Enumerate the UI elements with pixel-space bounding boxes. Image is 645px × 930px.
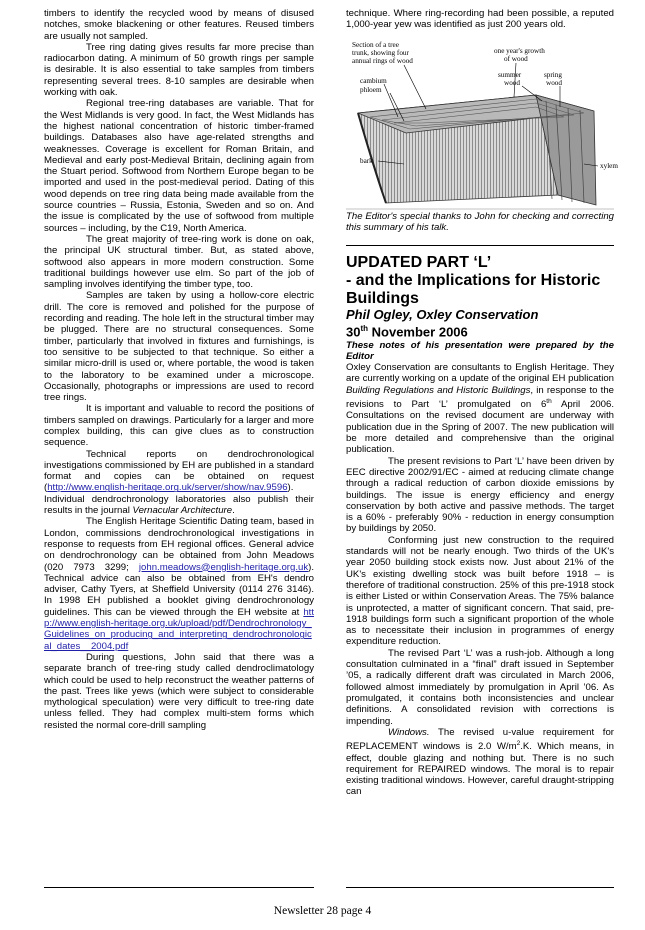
- paragraph: [346, 727, 614, 798]
- paragraph: It is important and valuable to record the positions of timbers sampled on drawings. Particularly for a larger and more complex building, this can give clues as to construction sequence.: [44, 403, 314, 449]
- paragraph: Tree ring dating gives results far more precise than radiocarbon dating. A minimum of 50 growth rings per sample is desirable. It is also essential to take samples from timbers representing several trees. 8-10 samples are desirable when working with oak.: [44, 41, 314, 99]
- paragraph: Samples are taken by using a hollow-core electric drill. The core is removed and polished for the purpose of recording and reading. The hole left in the structural timber may be plugged. There are no structural consequences. Some timber, particularly that involved in fixtures and furnishings, is too sensitive to be subjected to that technique. So either a similar micro-drill is used or, where portable, the wood is taken to the laboratory to be examined under a microscope. Occasionally, photographs or impressions are used to record tree rings.: [44, 290, 314, 404]
- diagram-label-xylem: xylem: [600, 161, 618, 170]
- text: April 2006. Consultations on the revised document are underway with publication due in the Spring of 2007. The new publication will be more detailed and comprehensive than the original publication.: [346, 399, 614, 456]
- diagram-label-spring: spring wood: [544, 70, 562, 87]
- eh-reports-link[interactable]: http://www.english-heritage.org.uk/server/show/nav.9596: [47, 482, 288, 494]
- guidelines-pdf-link[interactable]: http://www.english-heritage.org.uk/upload/pdf/Dendrochronology_Guidelines_on_producing_and_interpreting_dendrochronological_dates__2004.pdf: [44, 606, 314, 652]
- paragraph: The present revisions to Part ‘L’ have been driven by EEC directive 2002/91/EC - aimed at reducing climate change through a radical reduction of carbon dioxide emissions by buildings. The issue is energy efficiency and energy conservation by both active and passive methods. The target is a 60% - preferably 90% - reduction in energy consumption by buildings by 2050.: [346, 455, 614, 535]
- text: ). Technical advice can also be obtained from EH's dendro adviser, Cathy Tyers, at Sheffield University (0114 276 3146). In 1998 EH published a booklet giving dendrochronology guidelines. This can be viewed through the EH website at: [44, 561, 314, 618]
- text: th: [360, 324, 369, 334]
- text: .K. Which means, in effect, double glazing and nothing but. There is no such requirement for REPAIRED windows. The moral is to repair existing traditional windows. However, careful draught-stripping can: [346, 741, 614, 798]
- trunk-section-illustration: [346, 95, 614, 209]
- article-date: [346, 322, 614, 339]
- diagram-label-summer: summer wood: [498, 70, 522, 87]
- paragraph: [346, 362, 614, 456]
- text: 2: [516, 740, 521, 748]
- journal-title: Vernacular Architecture: [132, 505, 233, 517]
- right-column-end-rule: [346, 887, 614, 888]
- left-column-end-rule: [44, 887, 314, 888]
- diagram-label-bark: bark: [360, 156, 373, 165]
- publication-title: Building Regulations and Historic Buildings: [346, 384, 531, 396]
- diagram-label-phloem: phloem: [360, 85, 382, 94]
- article-byline: Phil Ogley, Oxley Conservation: [346, 307, 539, 323]
- paragraph: The revised Part ‘L’ was a rush-job. Although a long consultation culminated in a “final” draft issued in September ’05, a radically different draft was circulated in March 2006, followed almost immediately by promulgation in April ’06. As promulgated, it contains both inconsistencies and unclear definitions. A consolidated revision with corrections is impending.: [346, 647, 614, 727]
- diagram-label-cambium: cambium: [360, 76, 387, 85]
- paragraph: [44, 516, 314, 652]
- article-subtitle: - and the Implications for Historic Buildings: [346, 272, 601, 308]
- left-column: [44, 8, 314, 731]
- text: 30: [346, 324, 361, 340]
- paragraph: [44, 449, 314, 517]
- text: .: [232, 505, 235, 517]
- text: ). Individual dendrochronology laboratories also publish their results in the journal: [44, 482, 314, 517]
- figure-caption: The Editor's special thanks to John for checking and correcting this summary of his talk.: [346, 210, 614, 233]
- editor-note: These notes of his presentation were prepared by the Editor: [346, 339, 614, 362]
- page-number: page 4: [340, 905, 372, 917]
- paragraph: technique. Where ring-recording had been possible, a reputed 1,000-year yew was identified as just 200 years old.: [346, 8, 614, 31]
- text: November 2006: [368, 324, 468, 340]
- diagram-label-section: Section of a tree trunk, showing four annual rings of wood: [352, 40, 413, 65]
- paragraph: timbers to identify the recycled wood by means of disused notches, smoke blackening or other features. Reused timbers are usually not sampled.: [44, 8, 314, 42]
- text: Technical reports on dendrochronological investigations commissioned by EH are published in a standard format and copies can be obtained on request (: [44, 448, 314, 494]
- text: Oxley Conservation are consultants to English Heritage. They are currently working on a update of the original EH publication: [346, 362, 614, 385]
- text: th: [546, 398, 552, 405]
- diagram-label-one-year: one year's growth of wood: [494, 46, 545, 63]
- section-divider: [346, 245, 614, 246]
- text: The revised u-value requirement for REPLACEMENT windows is 2.0 W/m: [346, 726, 614, 753]
- right-column: [346, 8, 618, 798]
- email-link[interactable]: john.meadows@english-heritage.org.uk: [138, 561, 309, 573]
- article-title: UPDATED PART ‘L’: [346, 254, 492, 272]
- subsection-label: Windows.: [388, 726, 430, 738]
- newsletter-label: Newsletter 28: [273, 905, 338, 917]
- text: The English Heritage Scientific Dating team, based in London, commissions dendrochronological investigations in response to requests from EH regional offices. General advice on dendrochronology can be obtained from John Meadows (020 7973 3299;: [44, 516, 314, 573]
- tree-trunk-diagram: [346, 35, 618, 211]
- text: , in response to the revisions to Part ‘L’ promulgated on 6: [346, 384, 614, 411]
- page-footer: [0, 905, 645, 917]
- paragraph: Conforming just new construction to the required standards will not be nearly enough. Two thirds of the UK's year 2050 building stock exists now. Just about 21% of the UK's existing dwelling stock was built before 1918 – is therefore of traditional construction. 25% of this pre-1918 stock is either Listed or within Conservation Areas. The 75% balance is unprotected, a matter of significant concern. That said, pre-1918 buildings form such a significant proportion of the whole as to necessitate their inclusion in programmes of energy expenditure reduction.: [346, 534, 614, 648]
- paragraph: Regional tree-ring databases are variable. That for the West Midlands is very good. In fact, the West Midlands has the highest national concentration of historic timber-framed buildings. Databases also have age-related strengths and weaknesses. Coverage is excellent for Roman Britain, and Medieval and early post-Medieval Britain, declining again from the Stuart period. Softwood from Northern Europe began to be imported and used in the post-medieval period. Dating of this wood depends on tree ring data being made available from the source countries – Russia, Estonia, Sweden and so on. And the issue is complicated by the use of softwood from multiple sources – including, by the C19, North America.: [44, 98, 314, 234]
- paragraph: During questions, John said that there was a separate branch of tree-ring study called dendroclimatology which could be used to help reconstruct the weather patterns of the past. Trees like yews (which were subject to considerable mythological speculation) were very difficult to tree-ring date unless felled. They had complex multi-stem forms which resisted the normal core-drill sampling: [44, 651, 314, 731]
- paragraph: The great majority of tree-ring work is done on oak, the principal UK structural timber. But, as stated above, softwood also appears in more modern construction. Some traditional buildings however use elm. So part of the job of sampling involves identifying the timber type, too.: [44, 233, 314, 291]
